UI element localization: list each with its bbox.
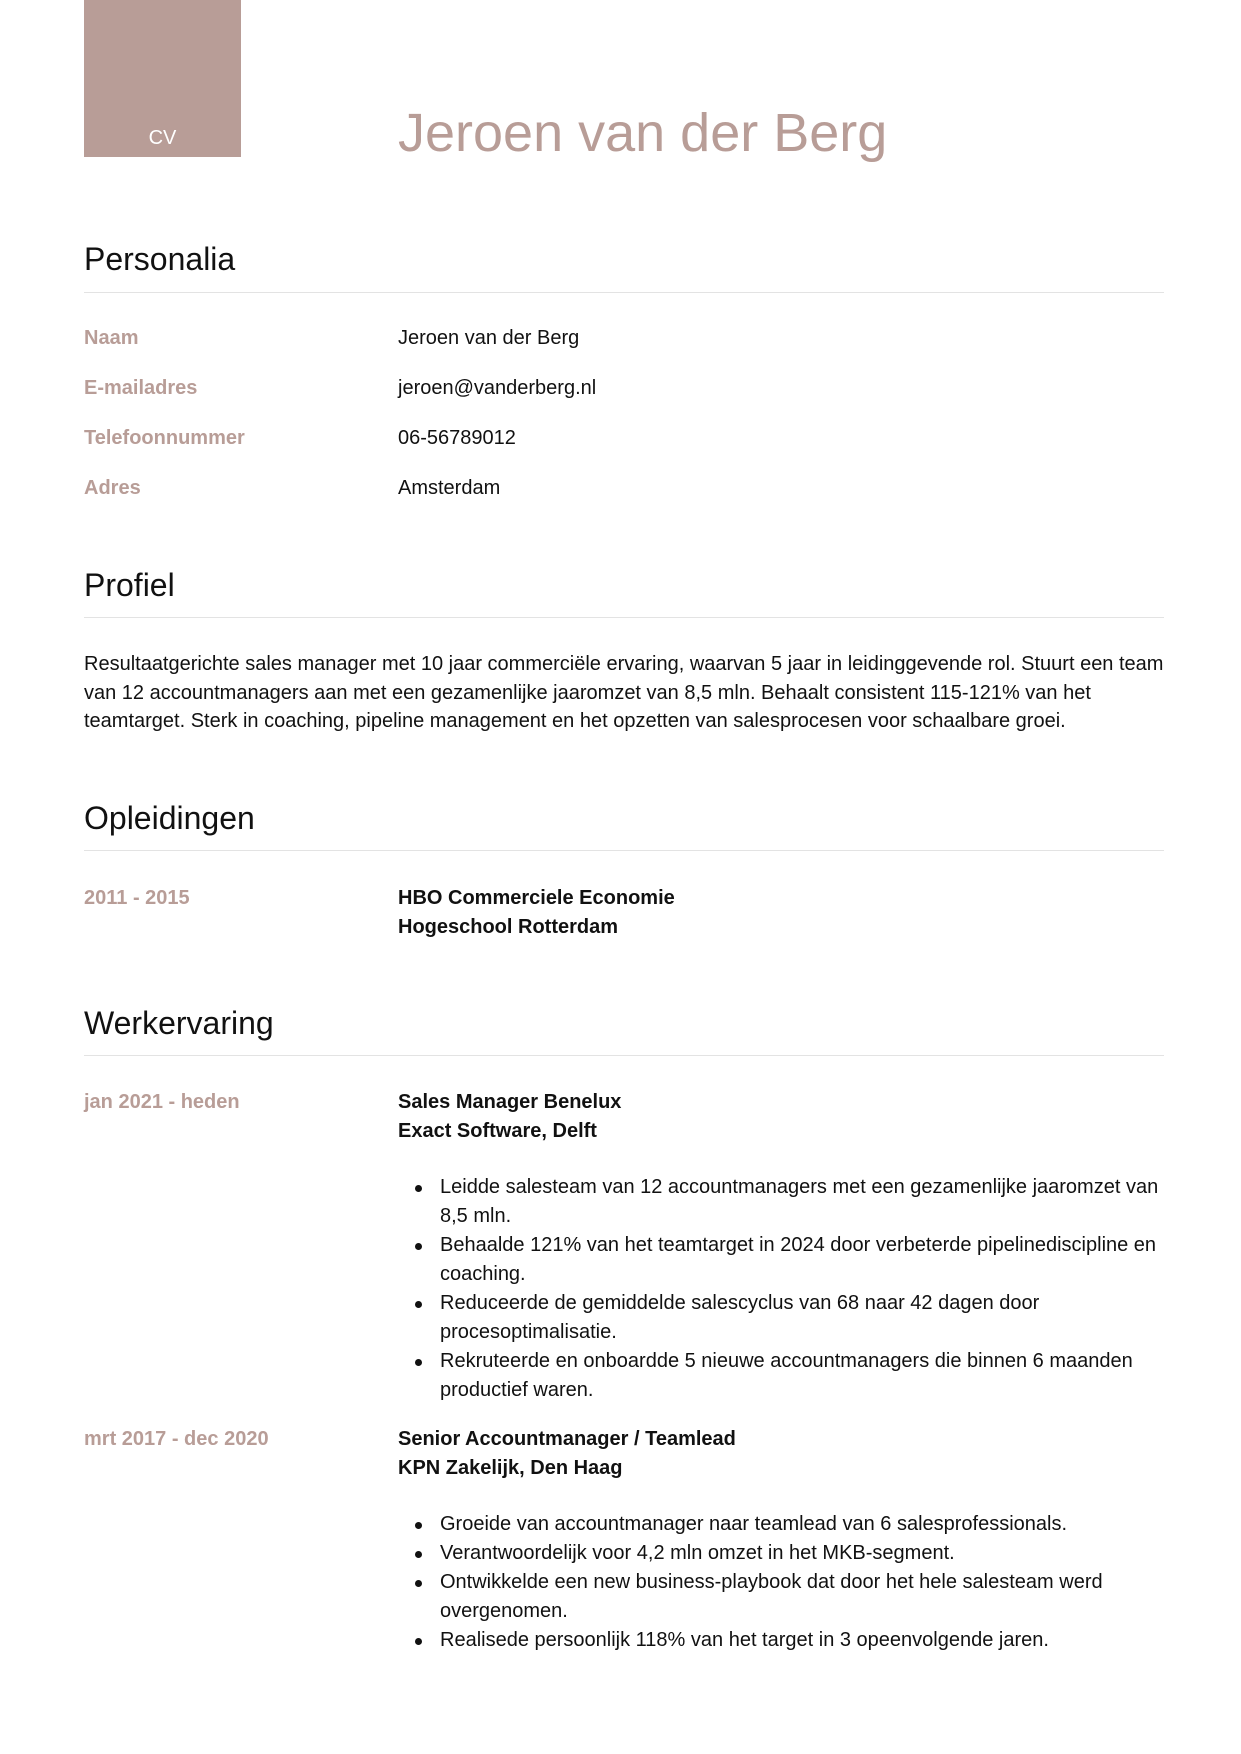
value-naam: Jeroen van der Berg	[398, 327, 580, 349]
list-item: Realisede persoonlijk 118% van het target in 3 opeenvolgende jaren.	[398, 1626, 1178, 1655]
job-entry	[398, 1425, 736, 1482]
section-divider	[84, 1055, 1164, 1056]
list-item: Leidde salesteam van 12 accountmanagers met een gezamenlijke jaaromzet van 8,5 mln.	[398, 1173, 1178, 1231]
profile-text: Resultaatgerichte sales manager met 10 jaar commerciële ervaring, waarvan 5 jaar in leidinggevende rol. Stuurt een team van 12 accountmanagers aan met een gezamenlijke jaaromzet van 8,5 mln. Behaalt consistent 115-121% van het teamtarget. Sterk in coaching, pipeline management en het opzetten van salesprocesen voor schaalbare groei.	[84, 653, 1164, 732]
label-adres: Adres	[84, 477, 141, 499]
value-telefoon: 06-56789012	[398, 427, 516, 449]
list-item: Reduceerde de gemiddelde salescyclus van 68 naar 42 dagen door procesoptimalisatie.	[398, 1289, 1178, 1347]
value-email: jeroen@vanderberg.nl	[398, 377, 597, 399]
section-divider	[84, 292, 1164, 293]
section-divider	[84, 617, 1164, 618]
job-achievements-list	[398, 1173, 1178, 1405]
job-role: Sales Manager Benelux	[398, 1091, 622, 1113]
section-divider	[84, 850, 1164, 851]
section-title-opleidingen: Opleidingen	[84, 800, 255, 836]
section-title-personalia: Personalia	[84, 241, 236, 277]
section-title-werkervaring: Werkervaring	[84, 1005, 274, 1041]
list-item: Verantwoordelijk voor 4,2 mln omzet in het MKB-segment.	[398, 1539, 1178, 1568]
cv-badge-label: CV	[148, 127, 177, 149]
candidate-name: Jeroen van der Berg	[398, 103, 888, 163]
job-period: jan 2021 - heden	[84, 1091, 240, 1113]
job-period: mrt 2017 - dec 2020	[84, 1428, 269, 1450]
list-item: Behaalde 121% van het teamtarget in 2024 door verbeterde pipelinediscipline en coaching.	[398, 1231, 1178, 1289]
job-achievements-list	[398, 1510, 1178, 1655]
label-email: E-mailadres	[84, 377, 198, 399]
job-role: Senior Accountmanager / Teamlead	[398, 1428, 736, 1450]
value-adres: Amsterdam	[398, 477, 501, 499]
cv-badge	[84, 0, 241, 157]
list-item: Groeide van accountmanager naar teamlead van 6 salesprofessionals.	[398, 1510, 1178, 1539]
education-entry	[398, 884, 675, 941]
list-item: Rekruteerde en onboardde 5 nieuwe accountmanagers die binnen 6 maanden productief waren.	[398, 1347, 1178, 1405]
job-company: KPN Zakelijk, Den Haag	[398, 1456, 623, 1479]
list-item: Ontwikkelde een new business-playbook dat door het hele salesteam werd overgenomen.	[398, 1568, 1178, 1626]
job-company: Exact Software, Delft	[398, 1119, 597, 1142]
section-title-profiel: Profiel	[84, 567, 175, 603]
label-naam: Naam	[84, 327, 139, 349]
job-entry	[398, 1088, 621, 1145]
label-telefoon: Telefoonnummer	[84, 427, 245, 449]
education-degree: HBO Commerciele Economie	[398, 887, 675, 909]
education-school: Hogeschool Rotterdam	[398, 915, 619, 938]
education-period: 2011 - 2015	[84, 887, 190, 909]
